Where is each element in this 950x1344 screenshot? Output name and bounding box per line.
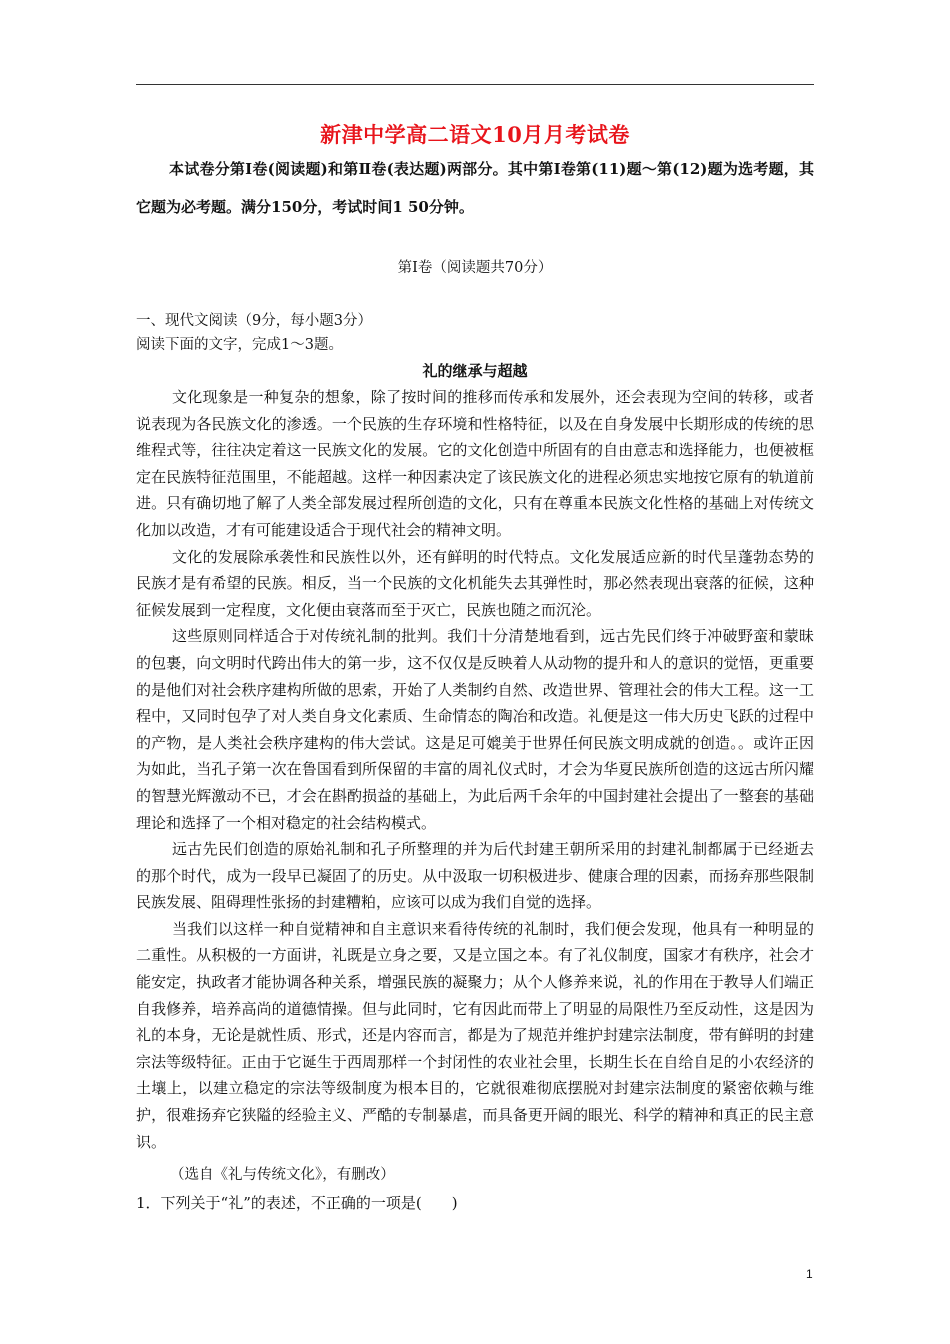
article-source: （选自《礼与传统文化》，有删改） xyxy=(170,1167,395,1183)
exam-title: 新津中学高二语文10月月考试卷 xyxy=(320,122,630,147)
article-paragraph: 当我们以这样一种自觉精神和自主意识来看待传统的礼制时，我们便会发现，他具有一种明显的二重性。从积极的一方面讲，礼既是立身之要，又是立国之本。有了礼仪制度，国家才有秩序，社会才能安定，执政者才能协调各种关系，增强民族的凝聚力；从个人修养来说，礼的作用在于教导人们端正自我修养，培养高尚的道德情操。但与此同时，它有因此而带上了明显的局限性乃至反动性，这是因为礼的本身，无论是就性质、形式，还是内容而言，都是为了规范并维护封建宗法制度，带有鲜明的封建宗法等级特征。正由于它诞生于西周那样一个封闭性的农业社会里，长期生长在自给自足的小农经济的土壤上，以建立稳定的宗法等级制度为根本目的，它就很难彻底摆脱对封建宗法制度的紧密依赖与维护，很难扬弃它狭隘的经验主义、严酷的专制暴虐，而具备更开阔的眼光、科学的精神和真正的民主意识。 xyxy=(136,919,814,1151)
reading-instruction: 阅读下面的文字，完成1～3题。 xyxy=(136,337,343,353)
header-rule xyxy=(136,84,814,85)
article-paragraph: 文化现象是一种复杂的想象，除了按时间的推移而传承和发展外，还会表现为空间的转移，或者说表现为各民族文化的渗透。一个民族的生存环境和性格特征，以及在自身发展中长期形成的传统的思维程式等，往往决定着这一民族文化的发展。它的文化创造中所固有的自由意志和选择能力，也便被框定在民族特征范围里，不能超越。这样一种因素决定了该民族文化的进程必须忠实地按它原有的轨道前进。只有确切地了解了人类全部发展过程所创造的文化，只有在尊重本民族文化性格的基础上对传统文化加以改造，才有可能建设适合于现代社会的精神文明。 xyxy=(136,388,814,539)
exam-instructions: 本试卷分第Ⅰ卷(阅读题)和第Ⅱ卷(表达题)两部分。其中第Ⅰ卷第(11)题～第(12)题为选考题，其它题为必考题。满分150分，考试时间1 50分钟。 xyxy=(136,160,814,216)
question-1: 1．下列关于“礼”的表述，不正确的一项是( ) xyxy=(136,1194,458,1212)
section-heading: 第Ⅰ卷（阅读题共70分） xyxy=(397,260,553,276)
page-number: 1 xyxy=(806,1267,813,1281)
article-paragraph: 远古先民们创造的原始礼制和孔子所整理的并为后代封建王朝所采用的封建礼制都属于已经逝去的那个时代，成为一段早已凝固了的历史。从中汲取一切积极进步、健康合理的因素，而扬弃那些限制民族发展、阻碍理性张扬的封建糟粕，应该可以成为我们自觉的选择。 xyxy=(136,840,814,912)
article-paragraph: 这些原则同样适合于对传统礼制的批判。我们十分清楚地看到，远古先民们终于冲破野蛮和蒙昧的包裹，向文明时代跨出伟大的第一步，这不仅仅是反映着人从动物的提升和人的意识的觉悟，更重要的是他们对社会秩序建构所做的思索，开始了人类制约自然、改造世界、管理社会的伟大工程。这一工程中，又同时包孕了对人类自身文化素质、生命情态的陶冶和改造。礼便是这一伟大历史飞跃的过程中的产物，是人类社会秩序建构的伟大尝试。这是足可媲美于世界任何民族文明成就的创造。。或许正因为如此，当孔子第一次在鲁国看到所保留的丰富的周礼仪式时，才会为华夏民族所创造的这远古所闪耀的智慧光辉激动不已，才会在斟酌损益的基础上，为此后两千余年的中国封建社会提出了一整套的基础理论和选择了一个相对稳定的社会结构模式。 xyxy=(136,627,814,832)
article-body xyxy=(136,384,814,1155)
article-title: 礼的继承与超越 xyxy=(422,362,528,380)
article-paragraph: 文化的发展除承袭性和民族性以外，还有鲜明的时代特点。文化发展适应新的时代呈蓬勃态势的民族才是有希望的民族。相反，当一个民族的文化机能失去其弹性时，那必然表现出衰落的征候，这种征候发展到一定程度，文化便由衰落而至于灭亡，民族也随之而沉沦。 xyxy=(136,547,814,619)
part-heading: 一、现代文阅读（9分，每小题3分） xyxy=(136,313,372,329)
